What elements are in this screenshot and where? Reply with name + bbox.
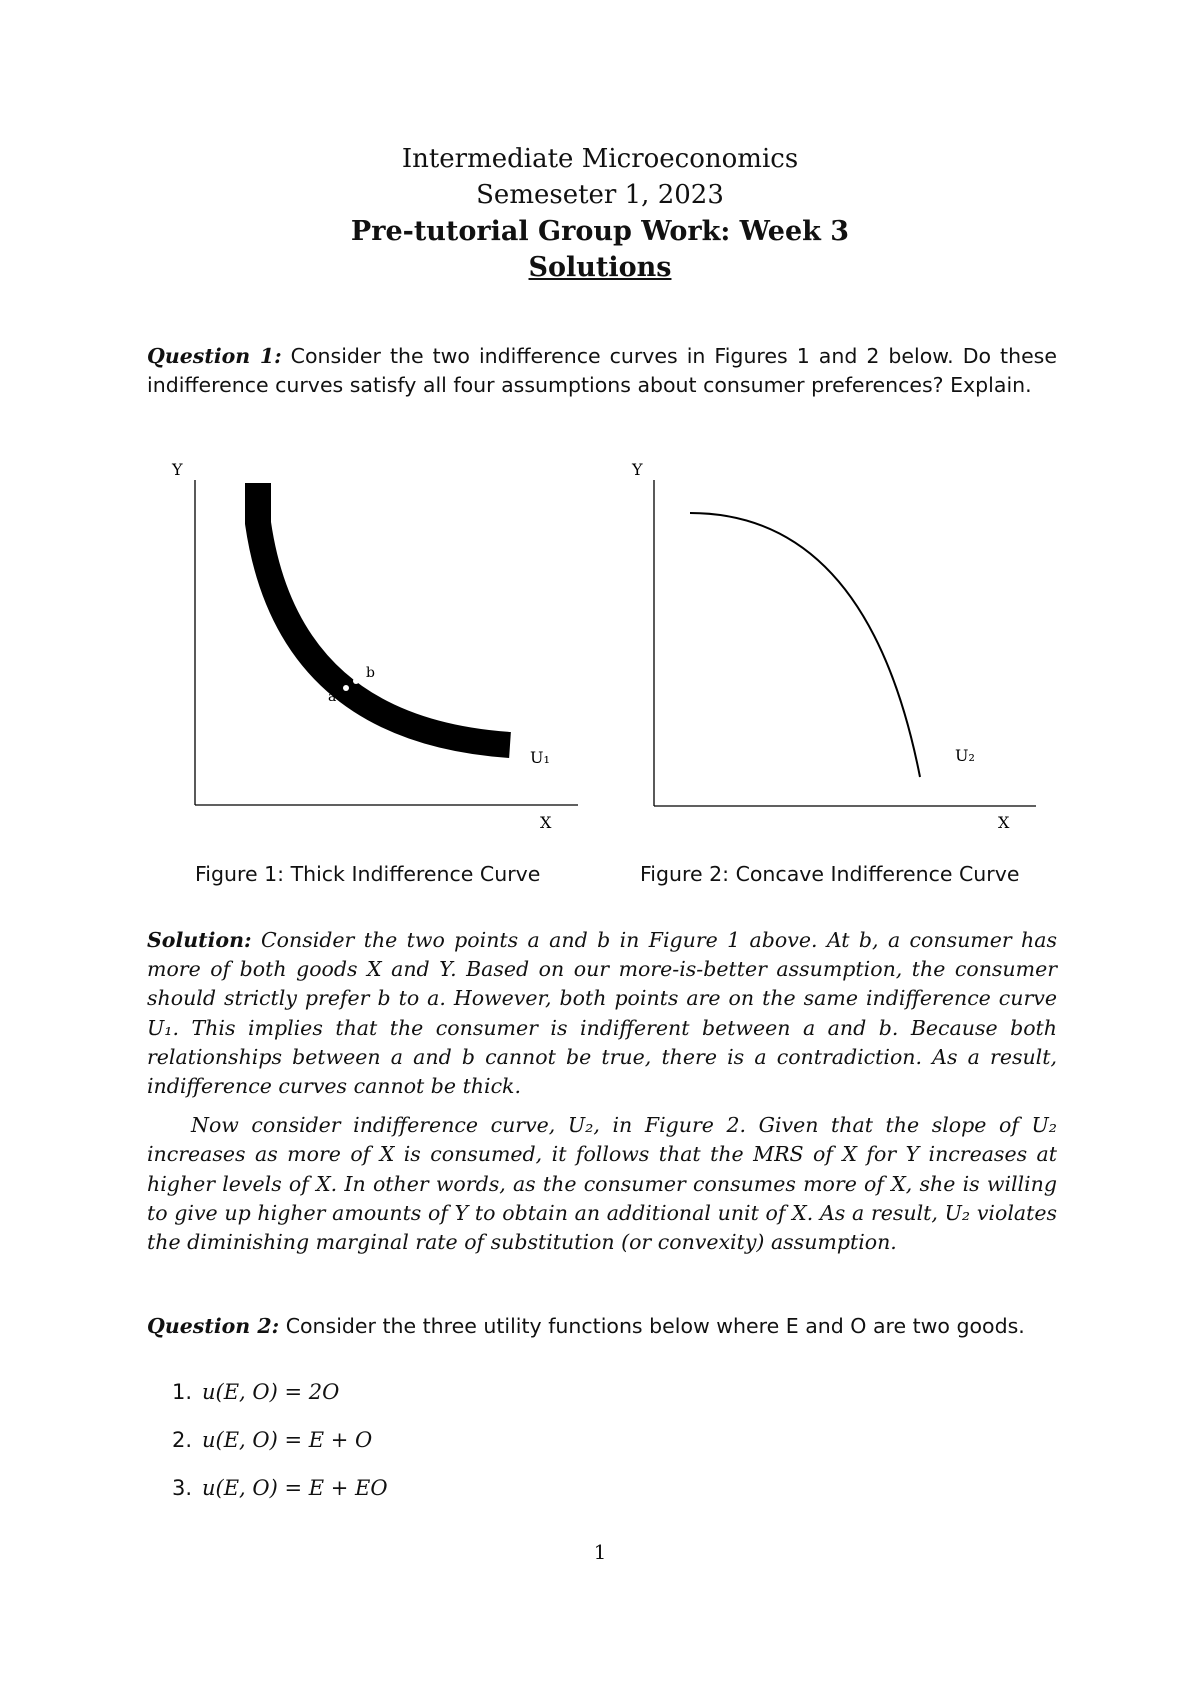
list-item-equation: u(E, O) = 2O xyxy=(202,1380,340,1404)
document-title: Pre-tutorial Group Work: Week 3 xyxy=(350,216,850,247)
figure-2-caption: Figure 2: Concave Indifference Curve xyxy=(640,862,1020,886)
point-b-marker xyxy=(353,678,359,684)
course-title: Intermediate Microeconomics xyxy=(401,144,799,174)
concave-indifference-curve xyxy=(690,513,920,777)
list-item-number: 2. xyxy=(172,1428,193,1452)
solution-paragraph-1-text: Consider the two points a and b in Figure 1 above. At b, a consumer has more of both goods X and Y. Based on our more-is-better assumption, the consumer should strictly prefer b to a. However, both points are on the same indifference curve U₁. This implies that the consumer is indifferent between a and b. Because both relationships between a and b cannot be true, there is a contradiction. As a result, indifference curves cannot be thick. xyxy=(147,928,1057,1099)
list-item-equation: u(E, O) = E + EO xyxy=(202,1476,388,1500)
document-subtitle: Solutions xyxy=(528,252,672,283)
list-item xyxy=(172,1380,339,1404)
question-1-label: Question 1: xyxy=(147,344,282,368)
figure-2-x-label: X xyxy=(998,813,1010,832)
figure-1-caption: Figure 1: Thick Indifference Curve xyxy=(195,862,541,886)
question-1 xyxy=(147,342,1057,400)
figure-1-x-label: X xyxy=(540,813,552,832)
list-item-number: 3. xyxy=(172,1476,193,1500)
list-item xyxy=(172,1476,388,1500)
point-a-label: a xyxy=(328,689,337,705)
point-b-label: b xyxy=(366,665,375,681)
point-a-marker xyxy=(343,685,349,691)
list-item xyxy=(172,1428,372,1452)
solution-paragraph-1 xyxy=(147,926,1057,1101)
question-2-label: Question 2: xyxy=(147,1314,280,1338)
list-item-number: 1. xyxy=(172,1380,193,1404)
question-1-text: Consider the two indifference curves in Figures 1 and 2 below. Do these indifference curves satisfy all four assumptions about consumer preferences? Explain. xyxy=(147,344,1057,397)
page-number: 1 xyxy=(593,1540,607,1564)
semester: Semeseter 1, 2023 xyxy=(476,180,724,210)
question-2-text: Consider the three utility functions below where E and O are two goods. xyxy=(285,1314,1025,1338)
solution-label: Solution: xyxy=(147,928,252,952)
solution xyxy=(147,926,1057,1257)
question-2 xyxy=(147,1312,1057,1341)
thick-indifference-curve xyxy=(258,483,510,745)
figure-2-y-label: Y xyxy=(632,460,643,479)
solution-paragraph-2: Now consider indifference curve, U₂, in Figure 2. Given that the slope of U₂ increases as more of X is consumed, it follows that the MRS of X for Y increases at higher levels of X. In other words, as the consumer consumes more of X, she is willing to give up higher amounts of Y to obtain an additional unit of X. As a result, U₂ violates the diminishing marginal rate of substitution (or convexity) assumption. xyxy=(147,1113,1057,1255)
figure-1 xyxy=(160,455,590,839)
figure-2 xyxy=(620,455,1050,839)
figure-1-y-label: Y xyxy=(172,460,183,479)
list-item-equation: u(E, O) = E + O xyxy=(202,1428,373,1452)
figure-2-curve-label: U₂ xyxy=(955,746,975,765)
figure-1-curve-label: U₁ xyxy=(530,748,550,767)
